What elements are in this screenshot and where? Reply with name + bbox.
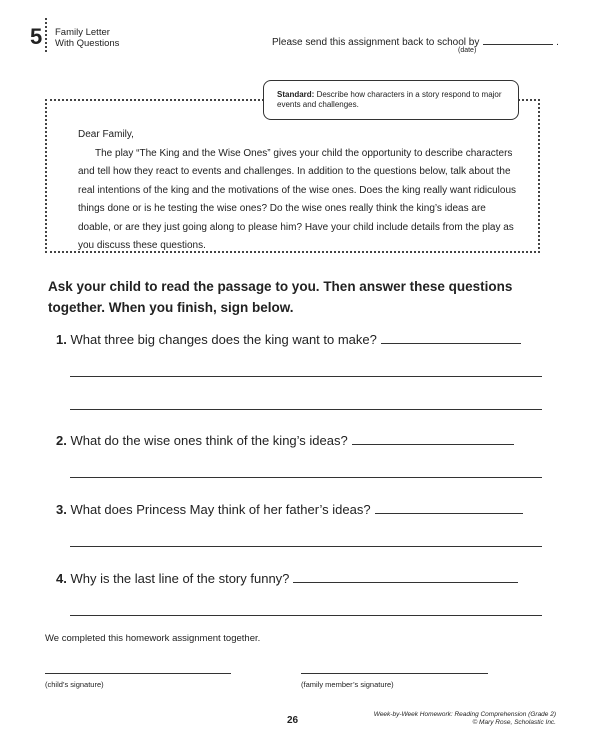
page-number: 26 <box>287 715 299 726</box>
question-number: 3. <box>56 502 67 517</box>
instructions: Ask your child to read the passage to you. Then answer these questions together. When you finish, sign below. <box>48 279 513 315</box>
question-3 <box>56 501 523 517</box>
label-line-1: Family Letter <box>55 27 110 38</box>
standard-text: Describe how characters in a story respond to major events and challenges. <box>277 90 502 109</box>
child-signature-label: (child’s signature) <box>45 680 104 689</box>
standard-label: Standard: <box>277 90 315 99</box>
answer-blank[interactable] <box>293 570 518 583</box>
question-text: What three big changes does the king want to make? <box>70 332 377 347</box>
question-1 <box>56 331 521 347</box>
header-divider <box>45 18 47 52</box>
unit-number: 5 <box>30 24 43 49</box>
answer-blank[interactable] <box>352 432 514 445</box>
standard-callout <box>263 80 519 120</box>
completion-statement: We completed this homework assignment together. <box>45 633 261 644</box>
label-line-2: With Questions <box>55 38 120 49</box>
send-end: . <box>556 37 559 48</box>
letter-text <box>78 126 518 256</box>
question-text: What do the wise ones think of the king’s ideas? <box>70 433 348 448</box>
date-blank[interactable] <box>483 35 553 45</box>
worksheet-type-label <box>55 27 119 49</box>
answer-line[interactable] <box>70 546 542 547</box>
credit-title: Week-by-Week Homework: Reading Comprehension (Grade 2) <box>373 711 556 718</box>
letter-body: The play “The King and the Wise Ones” gives your child the opportunity to describe characters and tell how they react to events and challenges. In addition to the questions below, talk about the real intentions of the king and the motivations of the wise ones. Does the king really want ridiculous things done or is he testing the wise ones? Do the wise ones really think the king’s ideas are doable, or are they just going along to please him? Have your child include details from the play as you discuss these questions. <box>78 147 517 251</box>
answer-line[interactable] <box>70 409 542 410</box>
letter-greeting: Dear Family, <box>78 129 134 140</box>
family-signature-line[interactable] <box>301 673 488 674</box>
child-signature-line[interactable] <box>45 673 231 674</box>
return-date-line <box>272 35 559 48</box>
answer-blank[interactable] <box>375 501 523 514</box>
question-text: Why is the last line of the story funny? <box>70 571 290 586</box>
question-4 <box>56 570 518 586</box>
date-label: (date) <box>458 47 477 54</box>
question-2 <box>56 432 514 448</box>
answer-blank[interactable] <box>381 331 521 344</box>
answer-line[interactable] <box>70 477 542 478</box>
answer-line[interactable] <box>70 615 542 616</box>
question-number: 1. <box>56 332 67 347</box>
credit-copyright: © Mary Rose, Scholastic Inc. <box>472 719 556 726</box>
answer-line[interactable] <box>70 376 542 377</box>
family-signature-label: (family member’s signature) <box>301 680 394 689</box>
question-text: What does Princess May think of her father’s ideas? <box>70 502 371 517</box>
send-text: Please send this assignment back to school by <box>272 37 480 48</box>
credit-line <box>352 711 556 727</box>
question-number: 2. <box>56 433 67 448</box>
question-number: 4. <box>56 571 67 586</box>
